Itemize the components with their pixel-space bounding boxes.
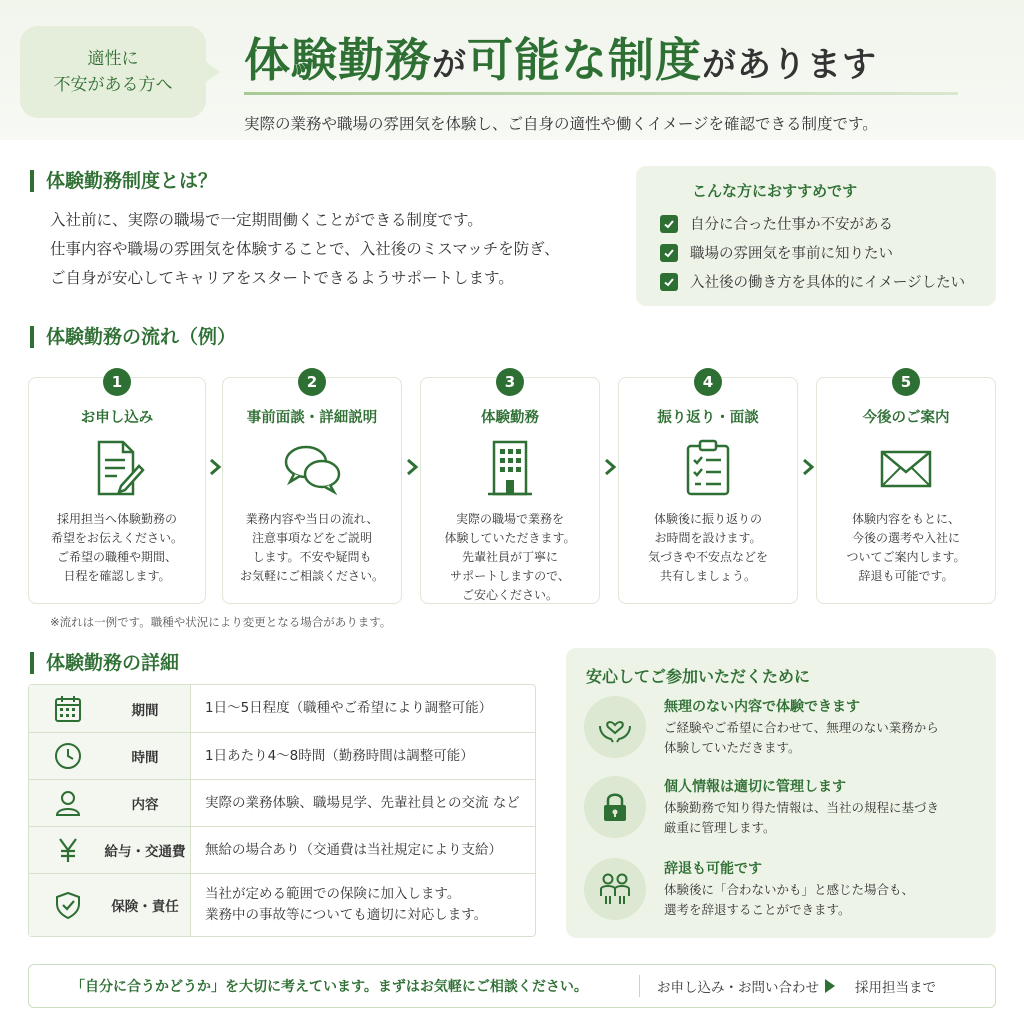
about-line1: 入社前に、実際の職場で一定期間働くことができる制度です。: [50, 211, 483, 229]
row-label: 保険・責任: [111, 899, 179, 915]
calendar-icon: [53, 694, 83, 724]
person-icon: [53, 788, 83, 818]
flow-step-3: [420, 373, 600, 604]
row-label: 期間: [131, 702, 159, 719]
about-body: [50, 206, 560, 293]
clock-icon: [53, 741, 83, 771]
flow-step-4: [618, 373, 798, 604]
safety-title: 安心してご参加いただくために: [586, 667, 811, 686]
title-underline: [244, 92, 958, 95]
office-building-icon: [478, 436, 542, 500]
step-title: 事前面談・詳細説明: [246, 410, 378, 426]
flow-note: ※流れは一例です。職種や状況により変更となる場合があります。: [50, 615, 392, 629]
flow-step-2: [222, 373, 402, 604]
recommend-item: [660, 271, 965, 292]
details-table: [28, 684, 536, 937]
safety-item-head: 辞退も可能です: [664, 861, 762, 877]
safety-item-text: ご経験やご希望に合わせて、無理のない業務から 体験していただきます。: [664, 720, 939, 755]
lock-icon: [598, 790, 632, 824]
safety-item: [584, 776, 984, 846]
step-title: 今後のご案内: [862, 410, 950, 426]
triangle-right-icon: [825, 979, 835, 993]
safety-icon-circle: [584, 858, 646, 920]
table-row: [29, 780, 535, 827]
recommend-item: [660, 213, 893, 234]
title-part4: があります: [702, 45, 877, 85]
safety-item-text: 体験後に「合わないかも」と感じた場合も、 選考を辞退することができます。: [664, 882, 915, 917]
table-row: [29, 874, 535, 936]
footer-contact-target[interactable]: 採用担当まで: [855, 980, 936, 996]
step-description: 体験後に振り返りの お時間を設けます。 気づきや不安点などを 共有しましょう。: [647, 512, 768, 583]
flow-step-5: [816, 373, 996, 604]
row-value: 1日〜5日程度（職種やご希望により調整可能）: [205, 700, 493, 716]
step-description: 実際の職場で業務を 体験していただきます。 先輩社員が丁寧に サポートしますので、 ご安心ください。: [444, 512, 576, 602]
title-part1: 体験勤務: [244, 33, 432, 87]
recommend-item-label: 自分に合った仕事か不安がある: [690, 217, 893, 233]
step-description: 採用担当へ体験勤務の 希望をお伝えください。 ご希望の職種や期間、 日程を確認します。: [50, 512, 183, 583]
table-row: [29, 685, 535, 733]
shield-check-icon: [53, 890, 83, 920]
chat-bubbles-icon: [280, 436, 344, 500]
check-icon: [660, 215, 678, 233]
recommend-title: こんな方におすすめです: [692, 182, 858, 200]
step-title: 振り返り・面談: [657, 410, 759, 426]
title-part2: が: [432, 45, 467, 85]
document-pen-icon: [85, 436, 149, 500]
about-heading: 体験勤務制度とは？: [30, 168, 217, 194]
badge-line1: 適性に: [87, 48, 139, 69]
safety-icon-circle: [584, 776, 646, 838]
chevron-right-icon: [801, 458, 815, 476]
step-title: 体験勤務: [481, 410, 539, 426]
yen-icon: [53, 835, 83, 865]
check-icon: [660, 244, 678, 262]
people-icon: [596, 870, 634, 908]
envelope-icon: [874, 436, 938, 500]
recommend-item: [660, 242, 893, 263]
step-title: お申し込み: [80, 410, 154, 426]
step-description: 業務内容や当日の流れ、 注意事項などをご説明 します。不安や疑問も お気軽にご相談ください。: [239, 512, 384, 583]
chevron-right-icon: [208, 458, 222, 476]
step-number: 4: [694, 368, 722, 396]
row-value: 実際の業務体験、職場見学、先輩社員との交流 など: [205, 794, 520, 811]
about-line3: ご自身が安心してキャリアをスタートできるようサポートします。: [50, 269, 514, 287]
heart-hands-icon: [596, 708, 634, 746]
flow-heading: 体験勤務の流れ（例）: [30, 324, 236, 350]
chevron-right-icon: [405, 458, 419, 476]
table-row: [29, 827, 535, 874]
safety-item: [584, 696, 984, 766]
step-number: 1: [103, 368, 131, 396]
target-badge: [20, 26, 206, 118]
footer-divider: [639, 975, 640, 997]
footer-contact-link[interactable]: お申し込み・お問い合わせ: [657, 980, 819, 996]
row-label-cell: [29, 827, 191, 873]
row-value: 無給の場合あり（交通費は当社規定により支給）: [205, 841, 502, 858]
safety-item-head: 個人情報は適切に管理します: [664, 779, 846, 795]
row-label: 給与・交通費: [104, 844, 186, 860]
recommend-item-label: 職場の雰囲気を事前に知りたい: [690, 246, 893, 262]
table-row: [29, 733, 535, 780]
chevron-right-icon: [603, 458, 617, 476]
row-value: 1日あたり4〜8時間（勤務時間は調整可能）: [205, 747, 474, 764]
row-value: 当社が定める範囲での保険に加入します。 業務中の事故等についても適切に対応します。: [205, 886, 488, 923]
footer-banner: [28, 964, 996, 1008]
row-label: 時間: [131, 750, 159, 766]
page-title: [244, 30, 877, 95]
recommend-item-label: 入社後の働き方を具体的にイメージしたい: [690, 275, 966, 291]
safety-item-text: 体験勤務で知り得た情報は、当社の規程に基づき 厳重に管理します。: [664, 800, 940, 835]
about-line2: 仕事内容や職場の雰囲気を体験することで、入社後のミスマッチを防ぎ、: [50, 240, 560, 258]
row-label-cell: [29, 685, 191, 732]
title-part3: 可能な制度: [467, 33, 702, 87]
row-label: 内容: [131, 797, 159, 813]
safety-box: [566, 648, 996, 938]
safety-icon-circle: [584, 696, 646, 758]
safety-item: [584, 858, 984, 928]
flow-step-1: [28, 373, 206, 604]
details-heading: 体験勤務の詳細: [30, 650, 179, 676]
step-number: 3: [496, 368, 524, 396]
step-number: 2: [298, 368, 326, 396]
row-label-cell: [29, 780, 191, 826]
row-label-cell: [29, 733, 191, 779]
step-number: 5: [892, 368, 920, 396]
badge-line2: 不安がある方へ: [53, 75, 173, 95]
check-icon: [660, 273, 678, 291]
footer-message: 「自分に合うかどうか」を大切に考えています。まずはお気軽にご相談ください。: [71, 979, 588, 995]
page-subtitle: 実際の業務や職場の雰囲気を体験し、ご自身の適性や働くイメージを確認できる制度です。: [244, 115, 878, 133]
row-label-cell: [29, 874, 191, 936]
recommend-box: [636, 166, 996, 306]
clipboard-checklist-icon: [676, 436, 740, 500]
step-description: 体験内容をもとに、 今後の選考や入社に ついてご案内します。 辞退も可能です。: [846, 512, 966, 583]
safety-item-head: 無理のない内容で体験できます: [664, 699, 860, 715]
